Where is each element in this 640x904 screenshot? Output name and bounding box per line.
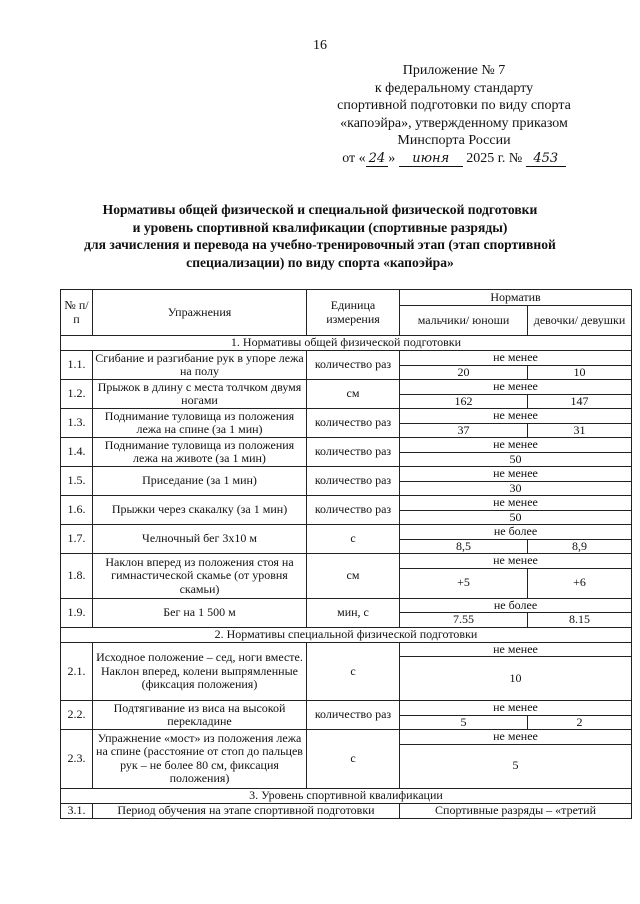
row-unit: количество раз bbox=[307, 496, 400, 525]
appendix-line: спортивной подготовки по виду спорта bbox=[337, 98, 571, 113]
row-girls: 2 bbox=[528, 715, 632, 730]
appendix-line: Минспорта России bbox=[397, 133, 511, 148]
appendix-line: к федеральному стандарту bbox=[374, 80, 534, 96]
row-girls: 31 bbox=[528, 423, 632, 438]
row-unit: см bbox=[307, 554, 400, 599]
standards-table bbox=[60, 289, 632, 819]
row-unit: см bbox=[307, 380, 400, 409]
row-exercise: Поднимание туловища из положения лежа на животе (за 1 мин) bbox=[93, 438, 307, 467]
row-boys: 37 bbox=[400, 423, 528, 438]
row-exercise: Прыжки через скакалку (за 1 мин) bbox=[93, 496, 307, 525]
row-value: 10 bbox=[400, 657, 632, 701]
date-mid: » bbox=[388, 150, 396, 166]
row-boys: 8,5 bbox=[400, 539, 528, 554]
row-boys: 162 bbox=[400, 394, 528, 409]
row-unit: с bbox=[307, 730, 400, 789]
row-exercise: Исходное положение – сед, ноги вместе. Наклон вперед, колени выпрямленные (фиксация положения) bbox=[93, 642, 307, 701]
row-value: 50 bbox=[400, 452, 632, 467]
row-condition: не менее bbox=[400, 380, 632, 395]
row-unit: количество раз bbox=[307, 351, 400, 380]
row-condition: не менее bbox=[400, 496, 632, 511]
row-boys: 7.55 bbox=[400, 613, 528, 628]
row-num: 2.2. bbox=[61, 701, 93, 730]
row-girls: 8.15 bbox=[528, 613, 632, 628]
row-num: 1.9. bbox=[61, 598, 93, 627]
date-day: 24 bbox=[366, 152, 389, 167]
row-boys: +5 bbox=[400, 568, 528, 598]
row-condition: не менее bbox=[400, 554, 632, 569]
row-num: 1.3. bbox=[61, 409, 93, 438]
row-condition: не более bbox=[400, 598, 632, 613]
header-exercise: Упражнения bbox=[93, 290, 307, 336]
row-condition: не менее bbox=[400, 642, 632, 657]
row-num: 2.3. bbox=[61, 730, 93, 789]
row-exercise: Челночный бег 3х10 м bbox=[93, 525, 307, 554]
row-boys: 20 bbox=[400, 365, 528, 380]
title-line: специализации) по виду спорта «капоэйра» bbox=[186, 254, 454, 270]
row-num: 1.5. bbox=[61, 467, 93, 496]
row-value: 5 bbox=[400, 744, 632, 788]
row-exercise: Сгибание и разгибание рук в упоре лежа на полу bbox=[93, 351, 307, 380]
row-boys: 5 bbox=[400, 715, 528, 730]
page-number: 16 bbox=[313, 38, 327, 53]
row-girls: 10 bbox=[528, 365, 632, 380]
row-exercise: Наклон вперед из положения стоя на гимнастической скамье (от уровня скамьи) bbox=[93, 554, 307, 599]
row-girls: 147 bbox=[528, 394, 632, 409]
row-num: 1.7. bbox=[61, 525, 93, 554]
document-title bbox=[40, 201, 600, 271]
row-value: Спортивные разряды – «третий bbox=[400, 803, 632, 818]
row-condition: не менее bbox=[400, 351, 632, 366]
row-condition: не более bbox=[400, 525, 632, 540]
row-unit: количество раз bbox=[307, 438, 400, 467]
row-girls: 8,9 bbox=[528, 539, 632, 554]
title-line: и уровень спортивной квалификации (спортивные разряды) bbox=[132, 219, 508, 235]
row-unit: количество раз bbox=[307, 409, 400, 438]
row-unit: мин, с bbox=[307, 598, 400, 627]
appendix-date-line bbox=[304, 150, 604, 168]
appendix-block bbox=[304, 62, 604, 167]
row-condition: не менее bbox=[400, 467, 632, 482]
row-num: 1.2. bbox=[61, 380, 93, 409]
date-prefix: от « bbox=[342, 150, 366, 166]
row-exercise: Поднимание туловища из положения лежа на спине (за 1 мин) bbox=[93, 409, 307, 438]
row-value: 50 bbox=[400, 510, 632, 525]
header-norm: Норматив bbox=[400, 290, 632, 306]
section-title: 1. Нормативы общей физической подготовки bbox=[61, 336, 632, 351]
date-month: июня bbox=[399, 152, 463, 167]
row-exercise: Бег на 1 500 м bbox=[93, 598, 307, 627]
row-unit: с bbox=[307, 642, 400, 701]
row-num: 1.4. bbox=[61, 438, 93, 467]
header-unit: Единица измерения bbox=[307, 290, 400, 336]
row-unit: с bbox=[307, 525, 400, 554]
header-num: № п/п bbox=[61, 290, 93, 336]
row-condition: не менее bbox=[400, 409, 632, 424]
row-num: 3.1. bbox=[61, 803, 93, 818]
row-unit: количество раз bbox=[307, 467, 400, 496]
row-num: 1.6. bbox=[61, 496, 93, 525]
row-unit: количество раз bbox=[307, 701, 400, 730]
row-exercise: Упражнение «мост» из положения лежа на спине (расстояние от стоп до пальцев рук – не более 80 см, фиксация положения) bbox=[93, 730, 307, 789]
appendix-line: «капоэйра», утвержденному приказом bbox=[340, 115, 568, 131]
row-exercise: Прыжок в длину с места толчком двумя ногами bbox=[93, 380, 307, 409]
appendix-line: Приложение № 7 bbox=[402, 63, 506, 78]
row-condition: не менее bbox=[400, 438, 632, 453]
order-number: 453 bbox=[526, 152, 566, 167]
title-line: для зачисления и перевода на учебно-тренировочный этап (этап спортивной bbox=[84, 237, 556, 252]
section-title: 2. Нормативы специальной физической подготовки bbox=[61, 627, 632, 642]
row-value: 30 bbox=[400, 481, 632, 496]
row-exercise: Период обучения на этапе спортивной подготовки bbox=[93, 803, 400, 818]
header-girls: девочки/ девушки bbox=[528, 306, 632, 336]
title-line: Нормативы общей физической и специальной физической подготовки bbox=[102, 202, 538, 217]
row-exercise: Приседание (за 1 мин) bbox=[93, 467, 307, 496]
row-exercise: Подтягивание из виса на высокой перекладине bbox=[93, 701, 307, 730]
row-condition: не менее bbox=[400, 730, 632, 745]
row-girls: +6 bbox=[528, 568, 632, 598]
date-year: 2025 г. № bbox=[466, 150, 523, 166]
row-num: 1.8. bbox=[61, 554, 93, 599]
row-num: 1.1. bbox=[61, 351, 93, 380]
row-num: 2.1. bbox=[61, 642, 93, 701]
row-condition: не менее bbox=[400, 701, 632, 716]
header-boys: мальчики/ юноши bbox=[400, 306, 528, 336]
section-title: 3. Уровень спортивной квалификации bbox=[61, 788, 632, 803]
